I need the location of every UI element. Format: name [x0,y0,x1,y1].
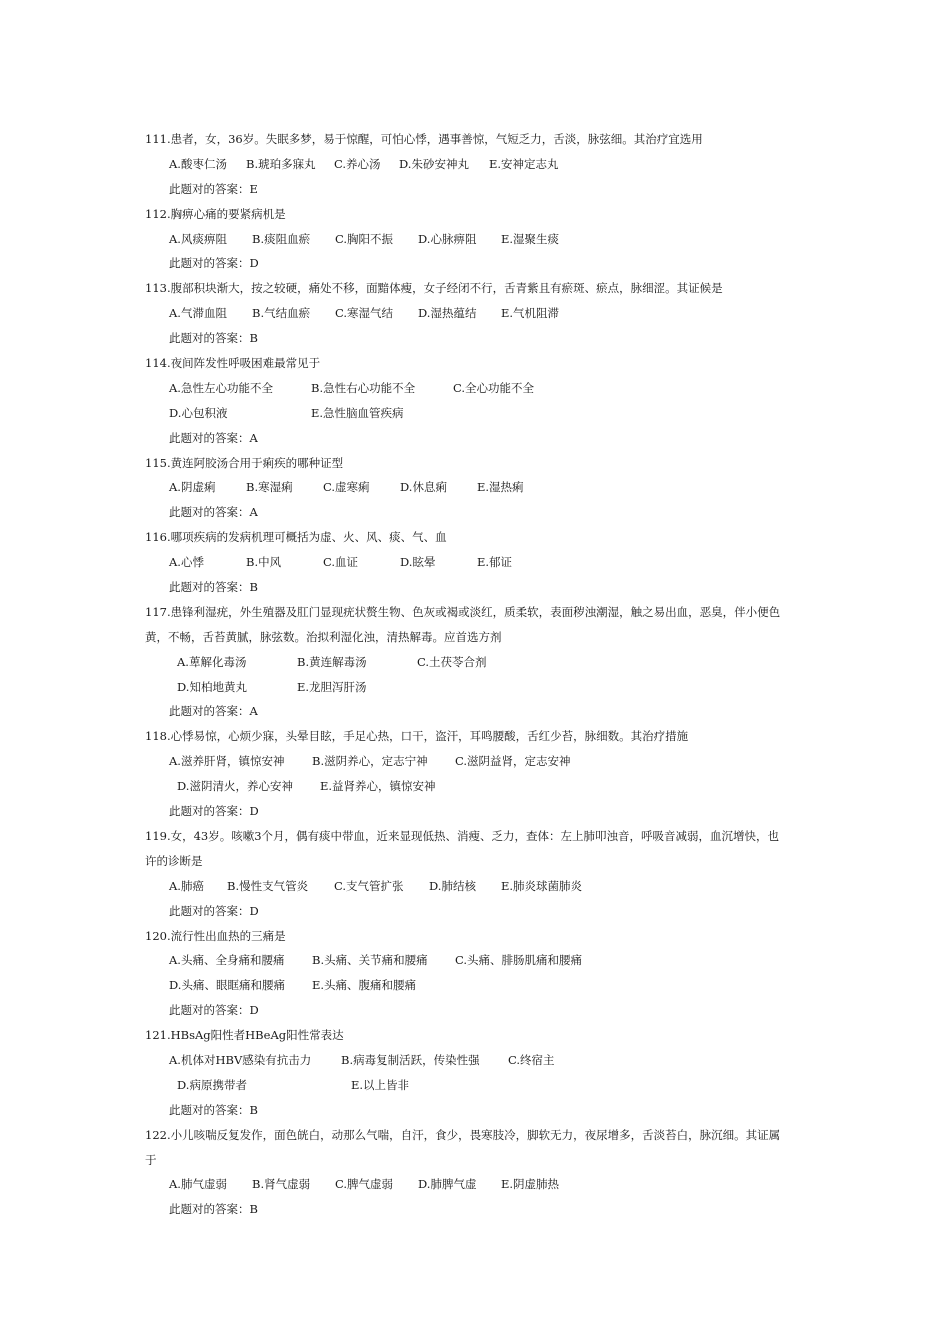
option: B.中风 [246,555,282,570]
option: E.郁证 [477,555,513,570]
options-row [145,874,807,899]
option: A.阴虚痢 [169,480,216,495]
question-stem: 117.患锋利湿疣，外生殖器及肛门显现疣状赘生物、色灰或褐或淡红，质柔软，表面秽浊潮湿，触之易出血，恶臭，伴小便色 [145,604,781,619]
question-stem: 111.患者，女，36岁。失眠多梦，易于惊醒，可怕心悸，遇事善惊，气短乏力，舌淡，脉弦细。其治疗宜选用 [145,132,703,146]
option: E.龙胆泻肝汤 [297,679,367,694]
options-row [145,1048,807,1073]
option: E.湿热痢 [477,480,524,495]
answer-line: 此题对的答案：B [169,580,258,595]
option: C.寒湿气结 [335,306,394,321]
option: D.湿热蕴结 [418,306,477,321]
option: B.寒湿痢 [246,480,293,495]
question-stem: 113.腹部积块渐大，按之较硬，痛处不移，面黯体瘦，女子经闭不行，舌青紫且有瘀斑、瘀点，脉细涩。其证候是 [145,281,723,296]
options-row [145,675,807,700]
question-list [145,127,807,1222]
option: B.琥珀多寐丸 [246,156,316,171]
option: A.急性左心功能不全 [169,380,273,395]
option: C.养心汤 [334,156,381,171]
question-stem: 114.夜间阵发性呼吸困难最常见于 [145,356,321,371]
option: D.病原携带者 [177,1077,247,1092]
options-row [145,376,807,401]
answer-line: 此题对的答案：D [169,903,259,918]
options-row [145,152,807,177]
options-row [145,973,807,998]
question-stem: 112.胸痹心痛的要紧病机是 [145,206,286,221]
answer-line: 此题对的答案：A [169,704,258,719]
option: C.虚寒痢 [323,480,370,495]
option: C.滋阴益肾，定志安神 [455,754,571,769]
option: D.朱砂安神丸 [399,156,469,171]
answer-line: 此题对的答案：A [169,430,258,445]
option: C.胸阳不振 [335,231,394,246]
option: A.风痰痹阻 [169,231,227,246]
option: A.酸枣仁汤 [169,156,227,171]
option: E.阴虚肺热 [501,1177,560,1192]
option: D.肺脾气虚 [418,1177,477,1192]
option: C.血证 [323,555,359,570]
option: C.支气管扩张 [334,878,404,893]
question-stem: 115.黄连阿胶汤合用于痢疾的哪种证型 [145,455,344,470]
option: D.眩晕 [400,555,436,570]
option: C.头痛、腓肠肌痛和腰痛 [455,953,583,968]
option: B.滋阴养心，定志宁神 [312,754,428,769]
option: E.益肾养心，镇惊安神 [320,779,436,794]
option: B.气结血瘀 [252,306,311,321]
question-stem-continued: 黄，不畅，舌苔黄腻，脉弦数。治拟利湿化浊，清热解毒。应首选方剂 [145,629,502,644]
options-row [145,749,807,774]
options-row [145,301,807,326]
option: D.心脉痹阻 [418,231,477,246]
option: A.头痛、全身痛和腰痛 [169,953,285,968]
question-stem: 119.女，43岁。咳嗽3个月，偶有痰中带血，近来显现低热、消瘦、乏力，查体：左上肺叩浊音，呼吸音减弱，血沉增快，也 [145,828,780,843]
question-stem: 116.哪项疾病的发病机理可概括为虚、火、风、痰、气、血 [145,530,447,545]
option: A.萆解化毒汤 [177,654,247,669]
option: E.湿聚生痰 [501,231,560,246]
option: C.终宿主 [508,1052,555,1067]
option: A.肺癌 [169,878,204,893]
option: C.土茯苓合剂 [417,654,487,669]
option: E.急性脑血管疾病 [311,405,404,420]
answer-line: 此题对的答案：B [169,1102,258,1117]
options-row [145,475,807,500]
option: B.头痛、关节痛和腰痛 [312,953,428,968]
question-stem: 121.HBsAg阳性者HBeAg阳性常表达 [145,1028,344,1043]
answer-line: 此题对的答案：B [169,331,258,346]
option: B.黄连解毒汤 [297,654,367,669]
option: A.肺气虚弱 [169,1177,227,1192]
options-row [145,650,807,675]
option: B.急性右心功能不全 [311,380,416,395]
option: B.病毒复制活跃，传染性强 [341,1052,480,1067]
option: A.机体对HBV感染有抗击力 [169,1052,312,1067]
option: B.慢性支气管炎 [227,878,309,893]
option: D.头痛、眼眶痛和腰痛 [169,978,285,993]
question-stem-continued: 许的诊断是 [145,853,203,868]
option: B.痰阻血瘀 [252,231,311,246]
question-stem-continued: 于 [145,1152,157,1167]
options-row [145,1172,807,1197]
options-row [145,1073,807,1098]
option: E.以上皆非 [351,1077,410,1092]
option: E.肺炎球菌肺炎 [501,878,583,893]
option: E.气机阻滞 [501,306,560,321]
option: E.安神定志丸 [489,156,559,171]
question-stem: 118.心悸易惊，心烦少寐，头晕目眩，手足心热，口干，盗汗，耳鸣腰酸，舌红少苔，脉细数。其治疗措施 [145,729,689,744]
answer-line: 此题对的答案：E [169,181,258,196]
answer-line: 此题对的答案：D [169,1003,259,1018]
option: E.头痛、腹痛和腰痛 [312,978,417,993]
options-row [145,550,807,575]
question-stem: 122.小儿咳喘反复发作，面色㿠白，动那么气喘，自汗，食少，畏寒肢冷，脚软无力，夜尿增多，舌淡苔白，脉沉细。其证属 [145,1127,781,1142]
option: D.肺结核 [429,878,476,893]
answer-line: 此题对的答案：D [169,256,259,271]
option: C.全心功能不全 [453,380,535,395]
option: C.脾气虚弱 [335,1177,394,1192]
answer-line: 此题对的答案：B [169,1202,258,1217]
options-row [145,774,807,799]
option: A.滋养肝肾，镇惊安神 [169,754,285,769]
question-stem: 120.流行性出血热的三痛是 [145,928,286,943]
options-row [145,948,807,973]
option: D.心包积液 [169,405,228,420]
option: B.肾气虚弱 [252,1177,311,1192]
answer-line: 此题对的答案：D [169,804,259,819]
option: A.心悸 [169,555,204,570]
options-row [145,227,807,252]
answer-line: 此题对的答案：A [169,505,258,520]
option: D.休息痢 [400,480,447,495]
option: D.知柏地黄丸 [177,679,247,694]
option: A.气滞血阻 [169,306,227,321]
option: D.滋阴清火，养心安神 [177,779,293,794]
options-row [145,401,807,426]
